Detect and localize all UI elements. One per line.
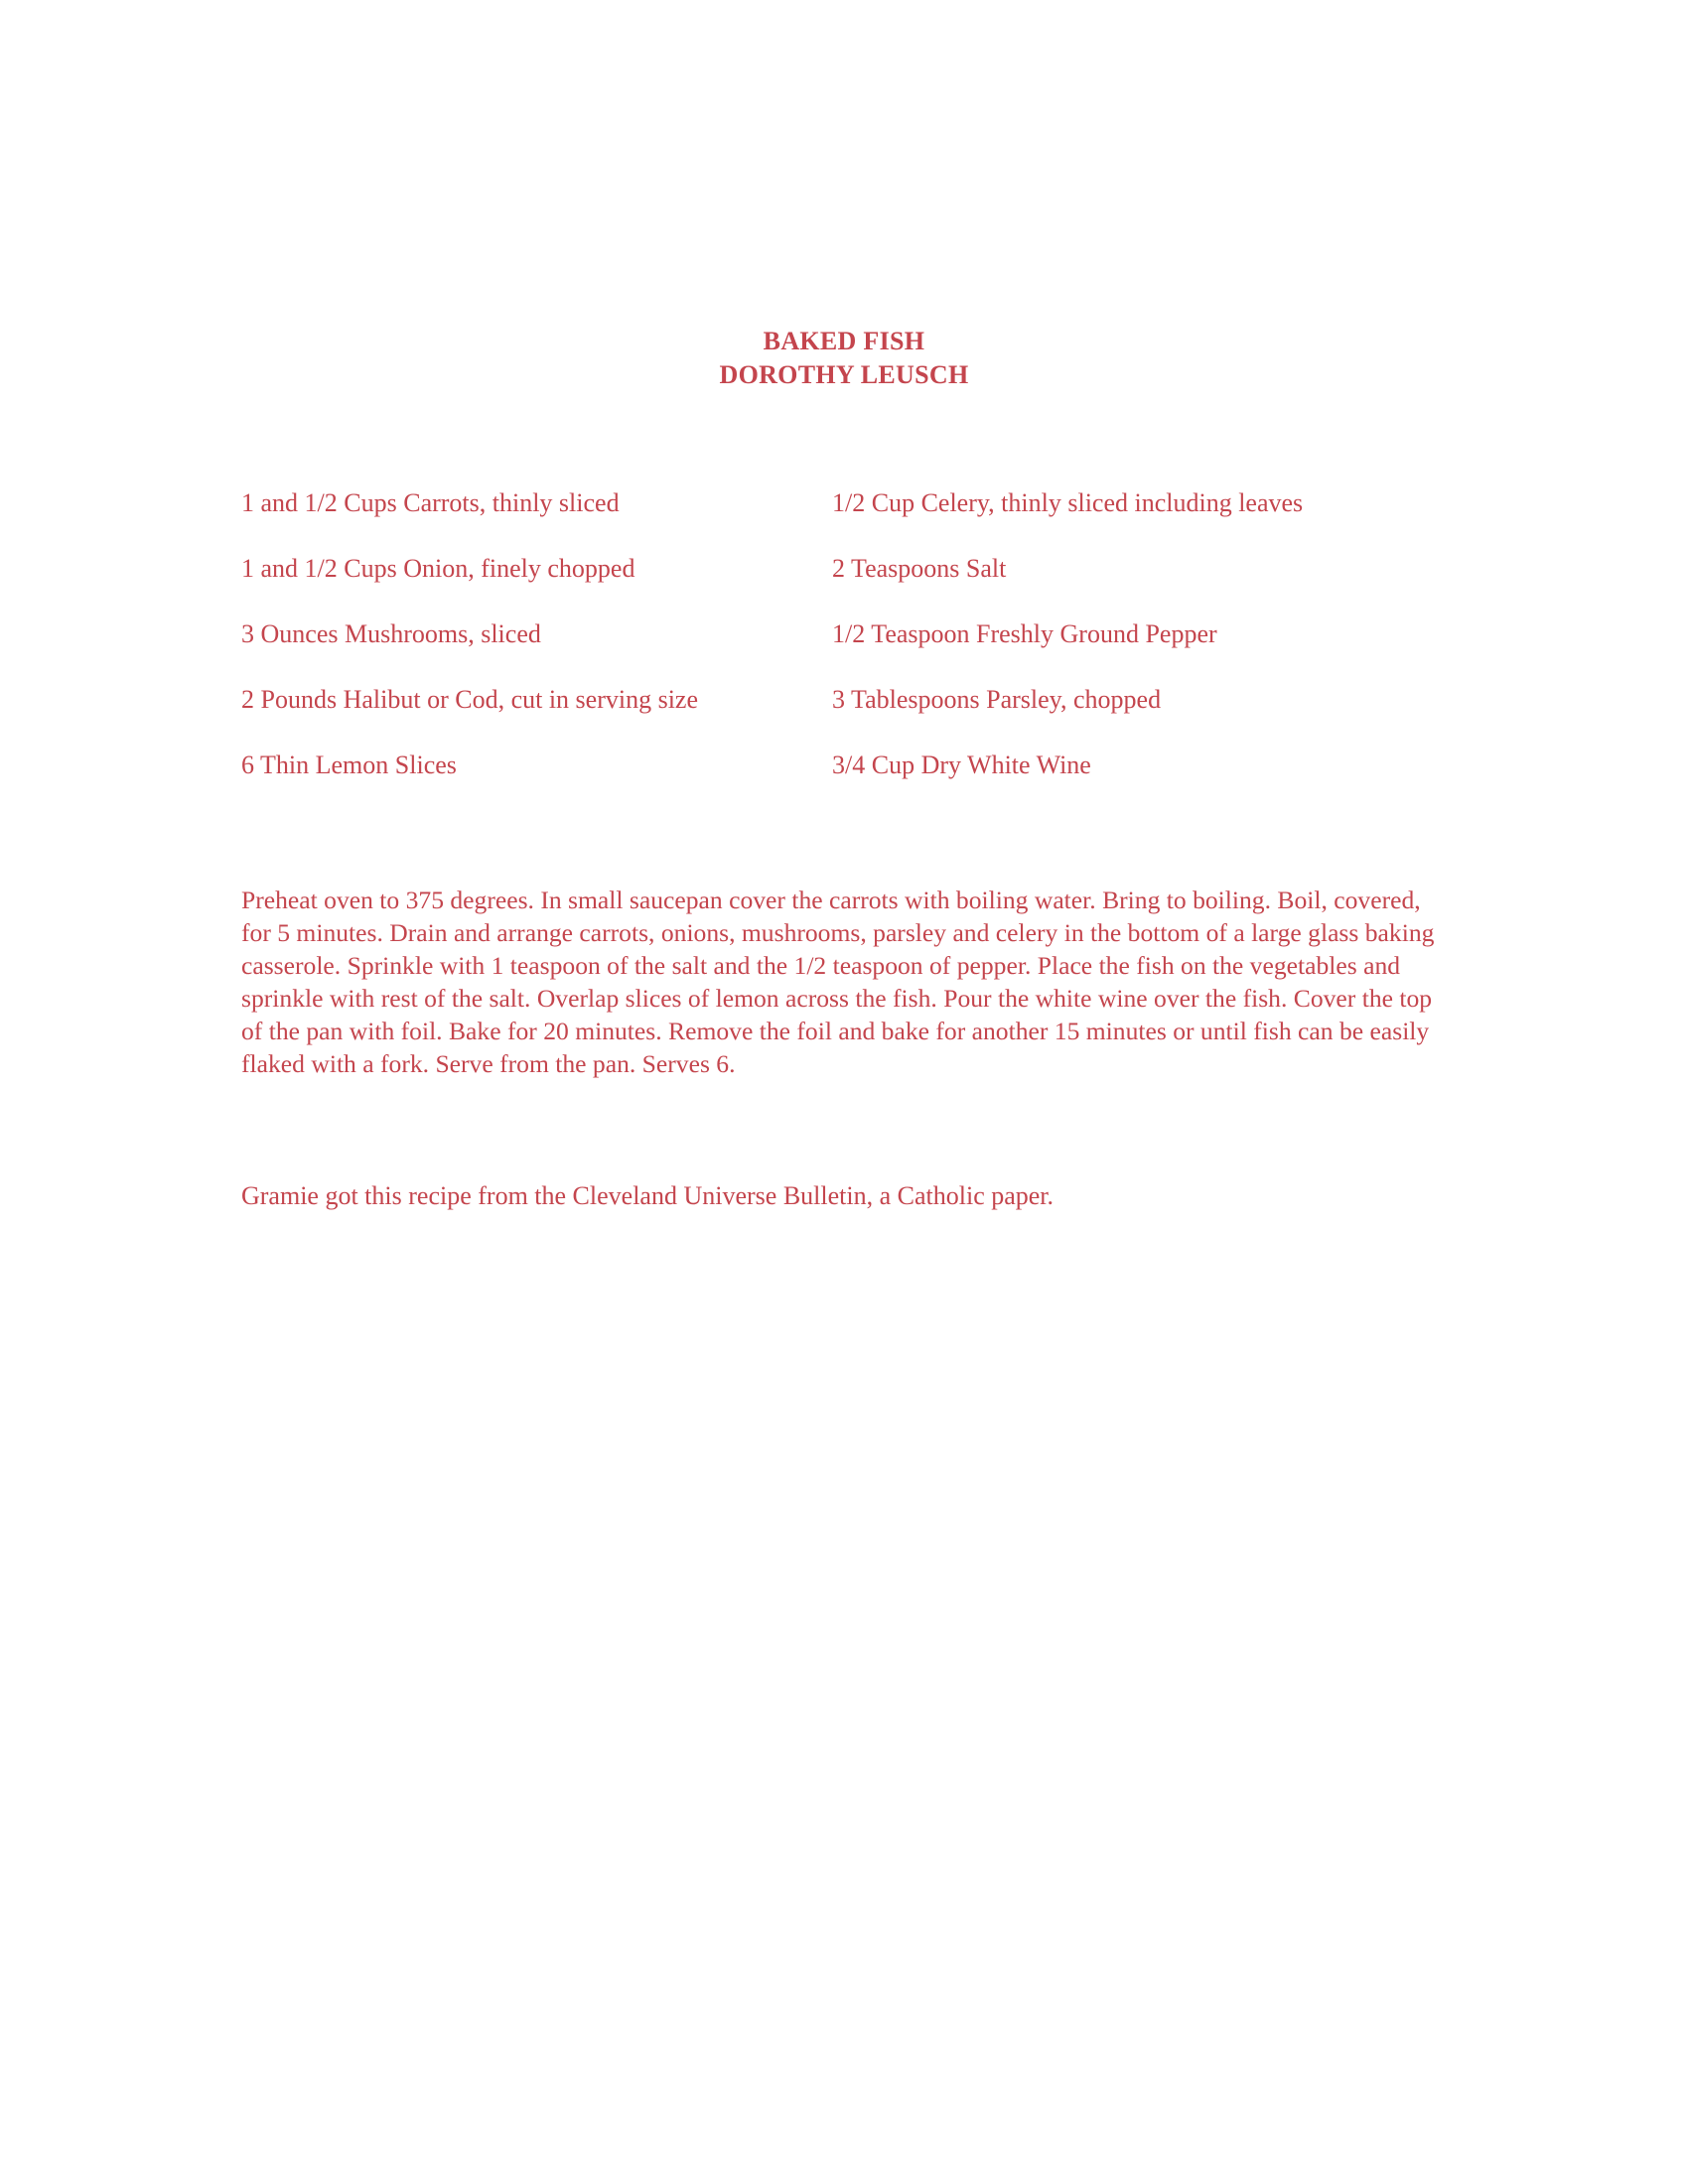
ingredient-row (241, 554, 1433, 594)
ingredient-item: 1 and 1/2 Cups Carrots, thinly sliced (241, 488, 620, 517)
recipe-title-block (0, 325, 1688, 392)
ingredient-row (241, 685, 1433, 725)
ingredient-row (241, 751, 1433, 790)
recipe-instructions: Preheat oven to 375 degrees. In small saucepan cover the carrots with boiling water. Bring to boiling. Boil, covered, for 5 minutes. Drain and arrange carrots, onions, mushrooms, parsley and celery in the bottom of a large glass baking casserole. Sprinkle with 1 teaspoon of the salt and the 1/2 teaspoon of pepper. Place the fish on the vegetables and sprinkle with rest of the salt. Overlap slices of lemon across the fish. Pour the white wine over the fish. Cover the top of the pan with foil. Bake for 20 minutes. Remove the foil and bake for another 15 minutes or until fish can be easily flaked with a fork. Serve from the pan. Serves 6. (241, 886, 1435, 1078)
ingredient-row (241, 619, 1433, 659)
ingredient-item: 3 Ounces Mushrooms, sliced (241, 619, 541, 648)
ingredient-item: 3/4 Cup Dry White Wine (832, 751, 1091, 779)
ingredient-item: 1/2 Cup Celery, thinly sliced including leaves (832, 488, 1304, 517)
recipe-title: BAKED FISH (763, 327, 925, 355)
ingredient-item: 2 Pounds Halibut or Cod, cut in serving size (241, 685, 699, 714)
recipe-source-note: Gramie got this recipe from the Cleveland Universe Bulletin, a Catholic paper. (241, 1181, 1055, 1210)
ingredient-row (241, 488, 1433, 528)
ingredient-item: 1/2 Teaspoon Freshly Ground Pepper (832, 619, 1217, 648)
ingredient-item: 3 Tablespoons Parsley, chopped (832, 685, 1162, 714)
ingredient-item: 2 Teaspoons Salt (832, 554, 1007, 583)
ingredient-item: 1 and 1/2 Cups Onion, finely chopped (241, 554, 635, 583)
ingredient-item: 6 Thin Lemon Slices (241, 751, 457, 779)
recipe-author: DOROTHY LEUSCH (719, 360, 969, 389)
